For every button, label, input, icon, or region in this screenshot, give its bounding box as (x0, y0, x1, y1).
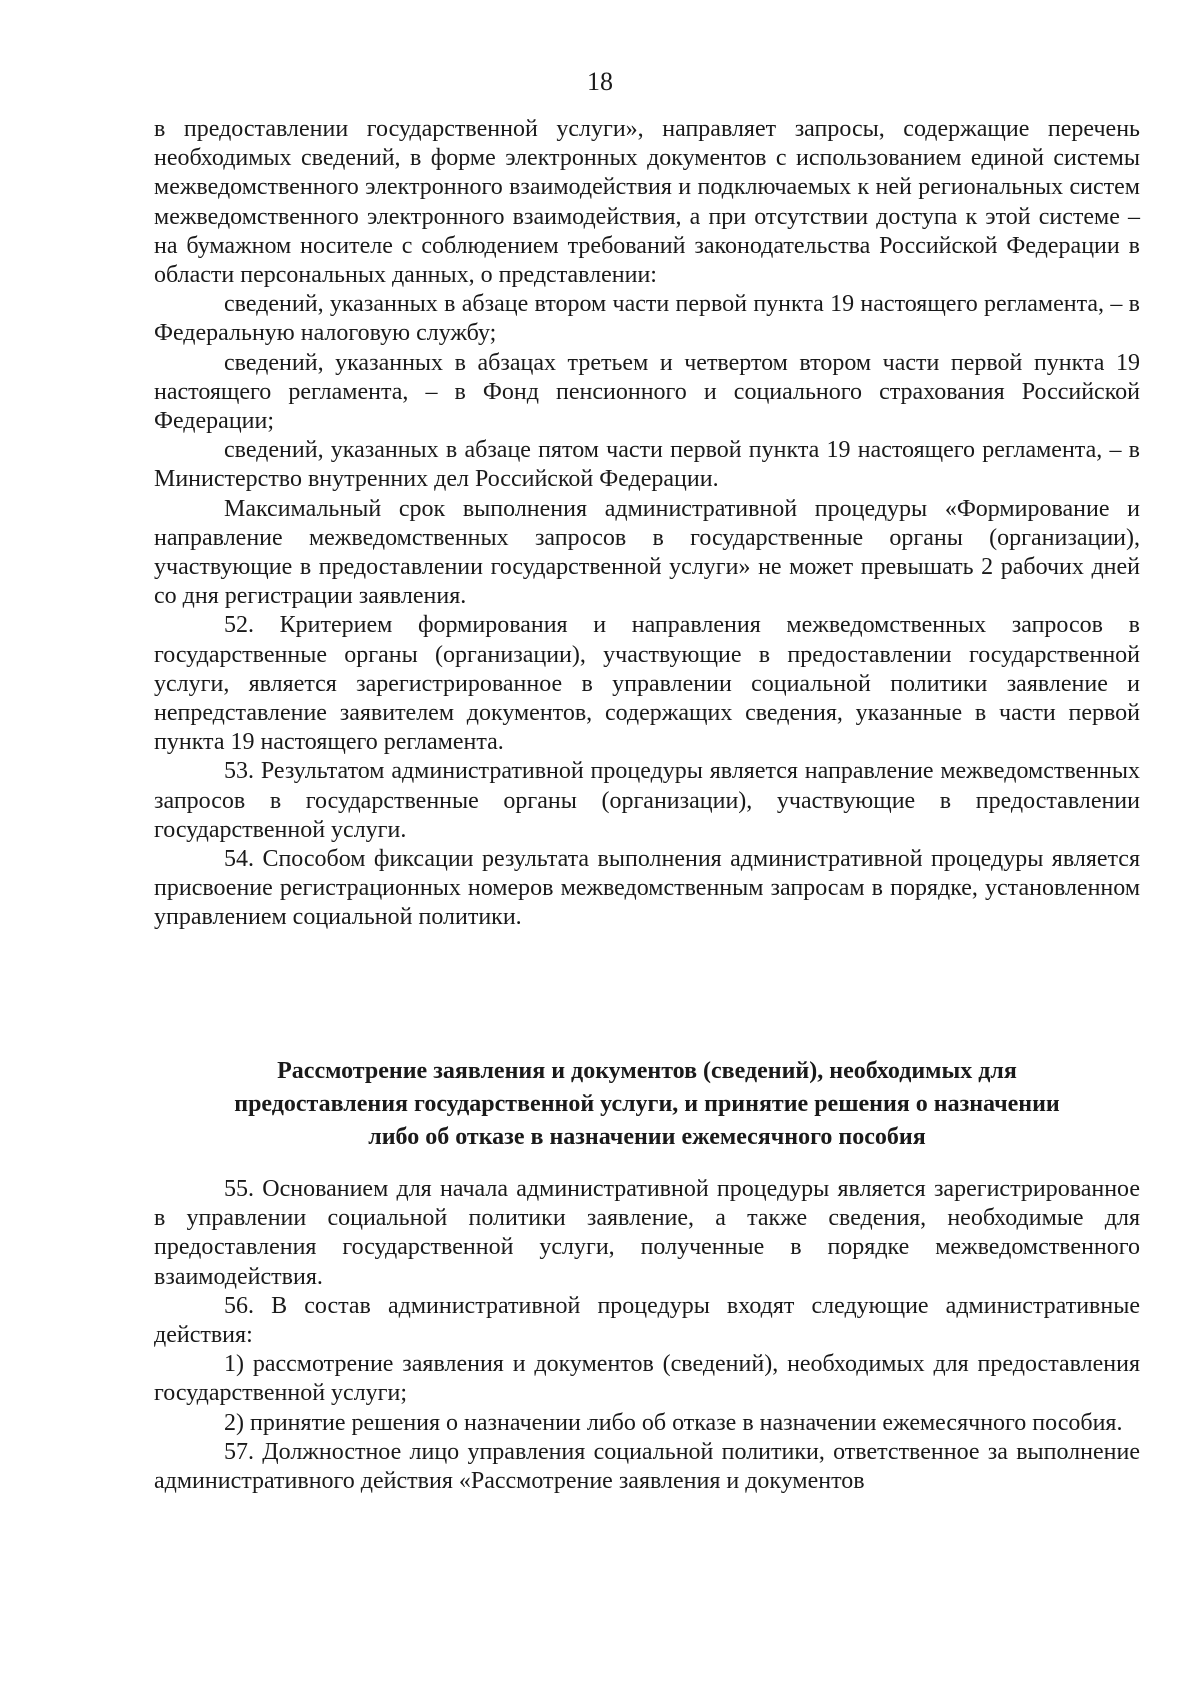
paragraph-55: 55. Основанием для начала административной процедуры является зарегистрированное в управлении социальной политики заявление, а также сведения, необходимые для предоставления государственной услуги, полученные в порядке межведомственного взаимодействия. (154, 1176, 1140, 1290)
paragraph-mvd: сведений, указанных в абзаце пятом части первой пункта 19 настоящего регламента, – в Министерство внутренних дел Российской Федерации. (154, 437, 1140, 493)
section-heading-line-3: либо об отказе в назначении ежемесячного пособия (368, 1124, 926, 1150)
list-item-2: 2) принятие решения о назначении либо об отказе в назначении ежемесячного пособия. (224, 1409, 1123, 1436)
paragraph-max-term: Максимальный срок выполнения административной процедуры «Формирование и направление межведомственных запросов в государственные органы (организации), участвующие в предоставлении государственной услуги» не может превышать 2 рабочих дней со дня регистрации заявления. (154, 495, 1140, 610)
paragraph-53: 53. Результатом административной процедуры является направление межведомственных запросов в государственные органы (организации), участвующие в предоставлении государственной услуги. (154, 758, 1140, 843)
section-heading-line-1: Рассмотрение заявления и документов (сведений), необходимых для (277, 1058, 1017, 1084)
list-item-1: 1) рассмотрение заявления и документов (сведений), необходимых для предоставления государственной услуги; (154, 1351, 1140, 1407)
page-number: 18 (587, 67, 613, 96)
paragraph-56: 56. В состав административной процедуры входят следующие административные действия: (154, 1292, 1140, 1349)
section-heading (154, 1055, 1140, 1154)
body-text-top (154, 115, 1140, 933)
paragraph-57: 57. Должностное лицо управления социальной политики, ответственное за выполнение административного действия «Рассмотрение заявления и документов (154, 1438, 1140, 1495)
paragraph-continuation: в предоставлении государственной услуги», направляет запросы, содержащие перечень необходимых сведений, в форме электронных документов с использованием единой системы межведомственного электронного взаимодействия и подключаемых к ней региональных систем межведомственного электронного взаимодействия, а при отсутствии доступа к этой системе – на бумажном носителе с соблюдением требований законодательства Российской Федерации в области персональных данных, о представлении: (154, 116, 1140, 289)
paragraph-fns: сведений, указанных в абзаце втором части первой пункта 19 настоящего регламента, – в Федеральную налоговую службу; (154, 291, 1140, 347)
paragraph-54: 54. Способом фиксации результата выполнения административной процедуры является присвоение регистрационных номеров межведомственным запросам в порядке, установленном управлением социальной политики. (154, 846, 1140, 931)
body-text-bottom (154, 1175, 1140, 1496)
section-heading-line-2: предоставления государственной услуги, и принятие решения о назначении (234, 1091, 1060, 1117)
paragraph-sfr: сведений, указанных в абзацах третьем и четвертом втором части первой пункта 19 настоящего регламента, – в Фонд пенсионного и социального страхования Российской Федерации; (154, 349, 1140, 435)
paragraph-52: 52. Критерием формирования и направления межведомственных запросов в государственные органы (организации), участвующие в предоставлении государственной услуги, является зарегистрированное в управлении социальной политики заявление и непредставление заявителем документов, содержащих сведения, указанные в части первой пункта 19 настоящего регламента. (154, 612, 1140, 756)
